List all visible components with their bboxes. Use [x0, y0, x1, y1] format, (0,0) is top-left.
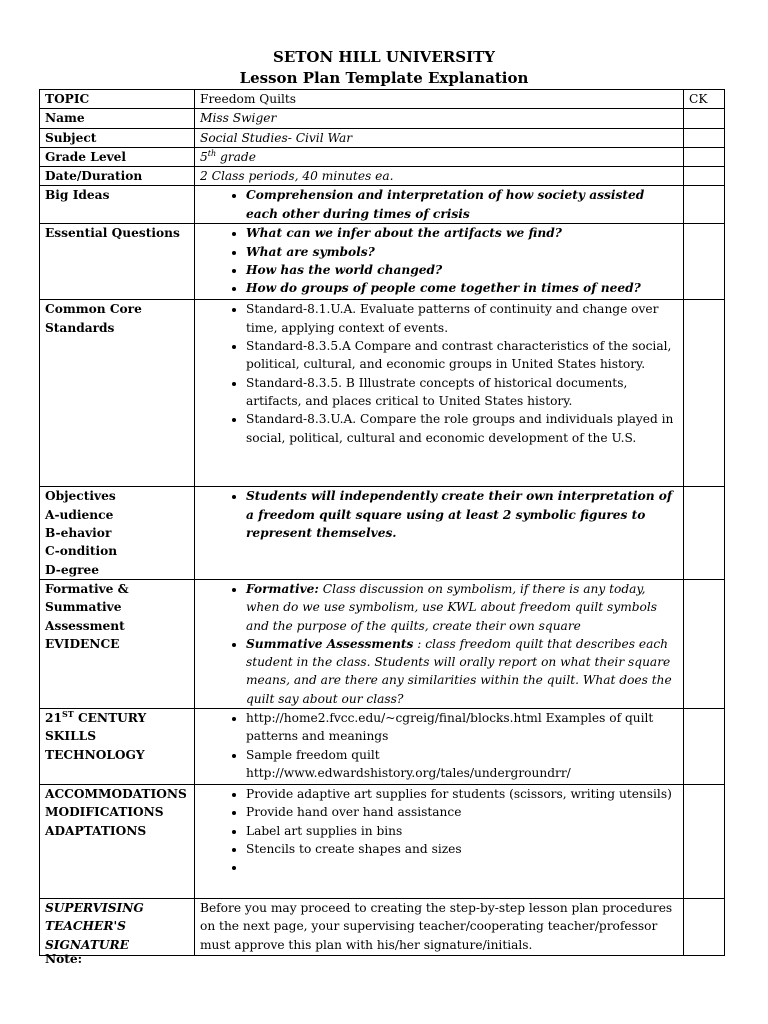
- grade-suffix: th: [207, 148, 217, 158]
- label-line: Summative: [45, 600, 122, 615]
- row-accommodations: [40, 785, 725, 899]
- label-topic: TOPIC: [40, 90, 195, 109]
- value-skills: [195, 709, 684, 785]
- label-standards: [40, 300, 195, 487]
- value-name: Miss Swiger: [195, 109, 684, 128]
- label-line: EVIDENCE: [45, 636, 120, 651]
- list-item: • Standard-8.1.U.A. Evaluate patterns of continuity and change over time, applying context of events.: [246, 300, 678, 337]
- value-topic: Freedom Quilts: [195, 90, 684, 109]
- label-line: [45, 709, 189, 746]
- value-grade: [195, 147, 684, 166]
- label-name: Name: [40, 109, 195, 128]
- document-title: Lesson Plan Template Explanation: [239, 69, 529, 87]
- skills-list: [200, 709, 678, 782]
- list-item: • Standard-8.3.U.A. Compare the role groups and individuals played in social, political, cultural and economic development of the U.S.: [246, 410, 678, 447]
- label-objectives: [40, 487, 195, 579]
- row-duration: [40, 167, 725, 186]
- label-essential-questions: Essential Questions: [40, 224, 195, 300]
- label-line: Assessment: [45, 618, 125, 633]
- label-line: SIGNATURE: [45, 937, 129, 952]
- label-line: Formative &: [45, 581, 129, 596]
- essential-questions-list: [200, 224, 678, 297]
- list-item: • What can we infer about the artifacts we find?: [246, 224, 678, 242]
- accommodations-list: [200, 785, 678, 876]
- formative-text: Class discussion on symbolism, if there is any today, when do we use symbolism, use KWL about freedom quilt symbols and the purpose of the quilts, create their own square: [246, 581, 658, 633]
- summative-text: : class freedom quilt that describes each student in the class. Students will orally report on what their square means, and are there any similarities within the quilt. What does the quilt say about our class?: [246, 636, 672, 706]
- ck-cell: [684, 300, 725, 487]
- list-item: • Comprehension and interpretation of how society assisted each other during times of crisis: [246, 186, 678, 223]
- value-assessment: [195, 579, 684, 708]
- ck-cell: [684, 709, 725, 785]
- row-topic: [40, 90, 725, 109]
- value-subject: Social Studies- Civil War: [195, 128, 684, 147]
- ck-cell: [684, 128, 725, 147]
- ck-cell: [684, 186, 725, 224]
- value-duration: 2 Class periods, 40 minutes ea.: [195, 167, 684, 186]
- document-header: [0, 47, 768, 89]
- note-label: Note:: [45, 952, 83, 966]
- list-item: [246, 635, 678, 708]
- label-subject: Subject: [40, 128, 195, 147]
- label-line: ACCOMMODATIONS: [45, 787, 187, 802]
- value-signature: Before you may proceed to creating the step-by-step lesson plan procedures on the next page, your supervising teacher/cooperating teacher/professor must approve this plan with his/her signature/initials.: [195, 899, 684, 956]
- ck-cell: [684, 167, 725, 186]
- row-name: [40, 109, 725, 128]
- label-number: 21: [45, 711, 62, 726]
- grade-number: 5: [200, 149, 208, 164]
- ck-cell: [684, 224, 725, 300]
- list-item: [246, 858, 678, 876]
- label-line: Objectives: [45, 489, 116, 504]
- list-item: • Label art supplies in bins: [246, 822, 678, 840]
- value-accommodations: [195, 785, 684, 899]
- summative-label: Summative Assessments: [246, 636, 414, 651]
- list-item: • How has the world changed?: [246, 261, 678, 279]
- label-line: B-ehavior: [45, 526, 112, 541]
- ck-cell: [684, 785, 725, 899]
- list-item: • What are symbols?: [246, 243, 678, 261]
- label-grade: Grade Level: [40, 147, 195, 166]
- value-standards: [195, 300, 684, 487]
- label-line: D-egree: [45, 562, 100, 577]
- list-item: • Standard-8.3.5.A Compare and contrast characteristics of the social, political, cultural, and economic groups in United States history.: [246, 337, 678, 374]
- standards-list: [200, 300, 678, 446]
- row-skills: [40, 709, 725, 785]
- label-line: Standards: [45, 320, 115, 335]
- label-line: MODIFICATIONS: [45, 805, 164, 820]
- grade-word: grade: [216, 149, 256, 164]
- ck-cell: [684, 487, 725, 579]
- list-item: • Standard-8.3.5. B Illustrate concepts of historical documents, artifacts, and places critical to United States history.: [246, 374, 678, 411]
- row-objectives: [40, 487, 725, 579]
- row-essential-questions: [40, 224, 725, 300]
- label-line: TEACHER'S: [45, 919, 126, 934]
- list-item: • http://home2.fvcc.edu/~cgreig/final/blocks.html Examples of quilt patterns and meanings: [246, 709, 678, 746]
- label-assessment: [40, 579, 195, 708]
- list-item: [246, 580, 678, 635]
- row-signature: [40, 899, 725, 956]
- row-subject: [40, 128, 725, 147]
- ck-cell: [684, 899, 725, 956]
- list-item: • How do groups of people come together in times of need?: [246, 279, 678, 297]
- list-item: • Stencils to create shapes and sizes: [246, 840, 678, 858]
- list-item: • Provide hand over hand assistance: [246, 803, 678, 821]
- label-duration: Date/Duration: [40, 167, 195, 186]
- value-essential-questions: [195, 224, 684, 300]
- label-line: C-ondition: [45, 544, 118, 559]
- label-big-ideas: Big Ideas: [40, 186, 195, 224]
- list-item: • Students will independently create their own interpretation of a freedom quilt square using at least 2 symbolic figures to represent themselves.: [246, 487, 678, 542]
- big-ideas-list: [200, 186, 678, 223]
- row-big-ideas: [40, 186, 725, 224]
- ck-cell: [684, 579, 725, 708]
- row-grade: [40, 147, 725, 166]
- ck-header: CK: [684, 90, 725, 109]
- ck-cell: [684, 147, 725, 166]
- assessment-list: [200, 580, 678, 708]
- label-line: SUPERVISING: [45, 901, 144, 916]
- university-name: SETON HILL UNIVERSITY: [273, 48, 495, 66]
- label-signature: [40, 899, 195, 956]
- value-objectives: [195, 487, 684, 579]
- row-assessment: [40, 579, 725, 708]
- label-line: A-udience: [45, 507, 114, 522]
- list-item: • Sample freedom quilt http://www.edwardshistory.org/tales/undergroundrr/: [246, 746, 678, 783]
- lesson-plan-table: [39, 89, 725, 956]
- label-line: ADAPTATIONS: [45, 823, 147, 838]
- label-line: TECHNOLOGY: [45, 747, 145, 762]
- label-suffix: ST: [61, 708, 74, 719]
- label-line: Common Core: [45, 302, 142, 317]
- label-skills: [40, 709, 195, 785]
- label-accommodations: [40, 785, 195, 899]
- list-item: • Provide adaptive art supplies for students (scissors, writing utensils): [246, 785, 678, 803]
- label-text: CENTURY SKILLS: [45, 711, 147, 744]
- ck-cell: [684, 109, 725, 128]
- value-big-ideas: [195, 186, 684, 224]
- objectives-list: [200, 487, 678, 542]
- formative-label: Formative:: [246, 581, 319, 596]
- row-standards: [40, 300, 725, 487]
